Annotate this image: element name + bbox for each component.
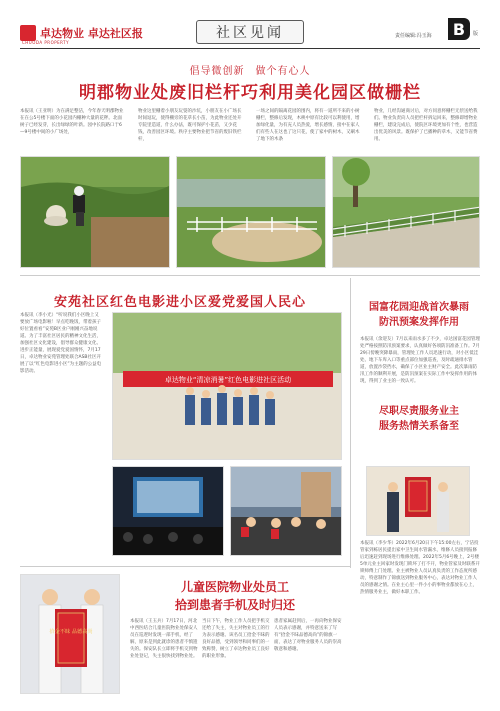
photo-pennant-handover (366, 466, 470, 536)
article3-col3: 患者家属赶到后，一再向物业保安人员表示感谢，并特意送来了写有“拾金不昧品德高尚”的锦旗一面，表达了对物业服务人员的崇高敬意和感谢。 (274, 619, 342, 652)
photo-worker-planting (20, 156, 170, 268)
section-title: 社区见闻 (196, 20, 304, 44)
header-rule (20, 48, 480, 49)
section-divider-2 (20, 566, 350, 567)
sidebar1-body: 本报讯（余迎友）7月以来雨水多了不少，卓达国富花园管理处严格按照防汛预案要求，认真做好各项防汛准备工作。7月29日傍晚突降暴雨，管理处工作人员迅速行动，对小区低洼处、地下车库入口等重点部位加强巡查，及时疏通排水管道，放置沙袋挡水，确保了小区业主财产安全。此次暴雨防汛工作的顺利开展，是防汛预案在实际工作中发挥作用的体现，得到了业主的一致认可。 (360, 337, 480, 384)
article1-col3: 一场之间的隔离花园的围内，将有一道所不来的小树栅栏，整修后发现，木秧中原有比较可以利使用，增加绿化量，为有充人员热爱，增长感情，接中在家人们有些人在这也了这只花，使了家中的树木，又刷木了地下的木条 (256, 109, 360, 142)
logo-text: 卓达物业 卓达社区报 (40, 27, 143, 40)
article3-col1: 本报讯（王玉兵）7月17日，河北中西医结合儿童医院物业处保安人员在巡逻时发现一部手机，经了解，原来是到此就诊的患者不慎遗失的。保安队长立即将手机交到物业处登记，失主很快找到物业处。 (130, 619, 198, 659)
pennant-text: 拾金不昧 品德高尚 (49, 629, 93, 635)
article2-col1: 本报讯（李小光）“听说我们小区晚上又要放广场电影啦！早点吃晚饭，带着孩子好位置看看”安苑B区业户刚刚兴奋地说道。为了丰富社区居民的精神文化生活，加强社区文化建设，倡导群众健康文化、进步正能量，展现爱党爱国情怀，7月17日，卓达物业安苑管理处联合ASB社区开展了以“红色电影进小区”为主题的公益电影活动。 (20, 313, 102, 374)
article1-col1: 本报讯（王亚明）为在满足整洁，今年春天明郡物业在在公5号楼下面的小花园内栅种大量的花秤。北面树子已经发芽，长出绿绿的叶新。园中长院路口于6—9号楼中间的小广场处， (20, 109, 124, 135)
article3-col2: 当日下午，物业工作人员把手机交还给了失主，失主对物业员工的行为表示感谢。该名员工拾金不昧的良好品德，受到领导和同事们的一致称赞，树立了卓达物业员工良好的职业形象。 (202, 619, 270, 659)
sidebar2-body: 本报讯（李少华）2022年6月20日下午15:00左右，宁洁投管家到栋居民提出家中卫生间水管漏水，维修人员接到报修后迅速赶到现场进行维修处理。2022年5月6号晚上，2号楼5单元业主回家时发现门锁坏了打不开，物业管家及时联系开锁师傅上门处理。业主被物业人员认真负责的工作态度所感动，特意制作了锦旗送到物业服务中心，表达对物业工作人员的感谢之情。在业主心里一件小小的事物业都放在心上，热情服务业主，做好本职工作。 (360, 541, 480, 595)
event-banner: 卓达物业“清凉消暑”红色电影进社区活动 (164, 376, 292, 384)
photo-children-hospital-staff (20, 574, 120, 694)
article1-headline: 明郡物业处废旧栏杆巧利用美化园区做栅栏 (79, 83, 421, 103)
column-divider (350, 278, 351, 568)
photo-fenced-walkway (332, 156, 480, 268)
sidebar1-headline: 国富花园迎战首次暴雨 防汛预案发挥作用 (369, 302, 469, 328)
article3-headline: 儿童医院物业处员工 拾到患者手机及时归还 (174, 580, 295, 612)
logo-subtitle: CHUODA PROPERTY (22, 40, 70, 45)
article1-col2: 物业这里栅着小朋友玩耍的沙坑，小朋友在小广场长时间逗玩，使得栅旁的花草长小苗，为此物业还处开专院里造道，什么办法，既可保护小花苗，又少花钱，改善园区环境。秩序主要物业把节省的废旧铁栏杆， (138, 109, 242, 142)
editor-credit: 责任编辑:冯玉海 (395, 33, 432, 39)
article1-kicker: 倡导微创新 做个有心人 (189, 66, 311, 77)
photo-audience (230, 466, 342, 556)
logo-icon (20, 25, 36, 41)
page-suffix: 版 (473, 31, 479, 37)
article2-headline: 安苑社区红色电影进小区爱党爱国人民心 (53, 295, 306, 310)
sidebar2-headline: 尽职尽责服务业主 服务热情关系备至 (379, 406, 459, 432)
section-divider (20, 275, 480, 276)
photo-movie-group (112, 312, 342, 460)
photo-fenced-sandpit (176, 156, 326, 268)
page-letter: B (448, 18, 470, 40)
photo-outdoor-screening (112, 466, 224, 556)
article1-col4: 物业，几经沟通商讨后，对方同意将栅栏无偿送给我们。物业负责向人员把栏杆拆运回来，整修即增物业栅栏，建设完成后，使院区环境更加有个性，也营造出优美的风景。既保护了已播种的草木，又能节省费用。 (374, 109, 478, 142)
